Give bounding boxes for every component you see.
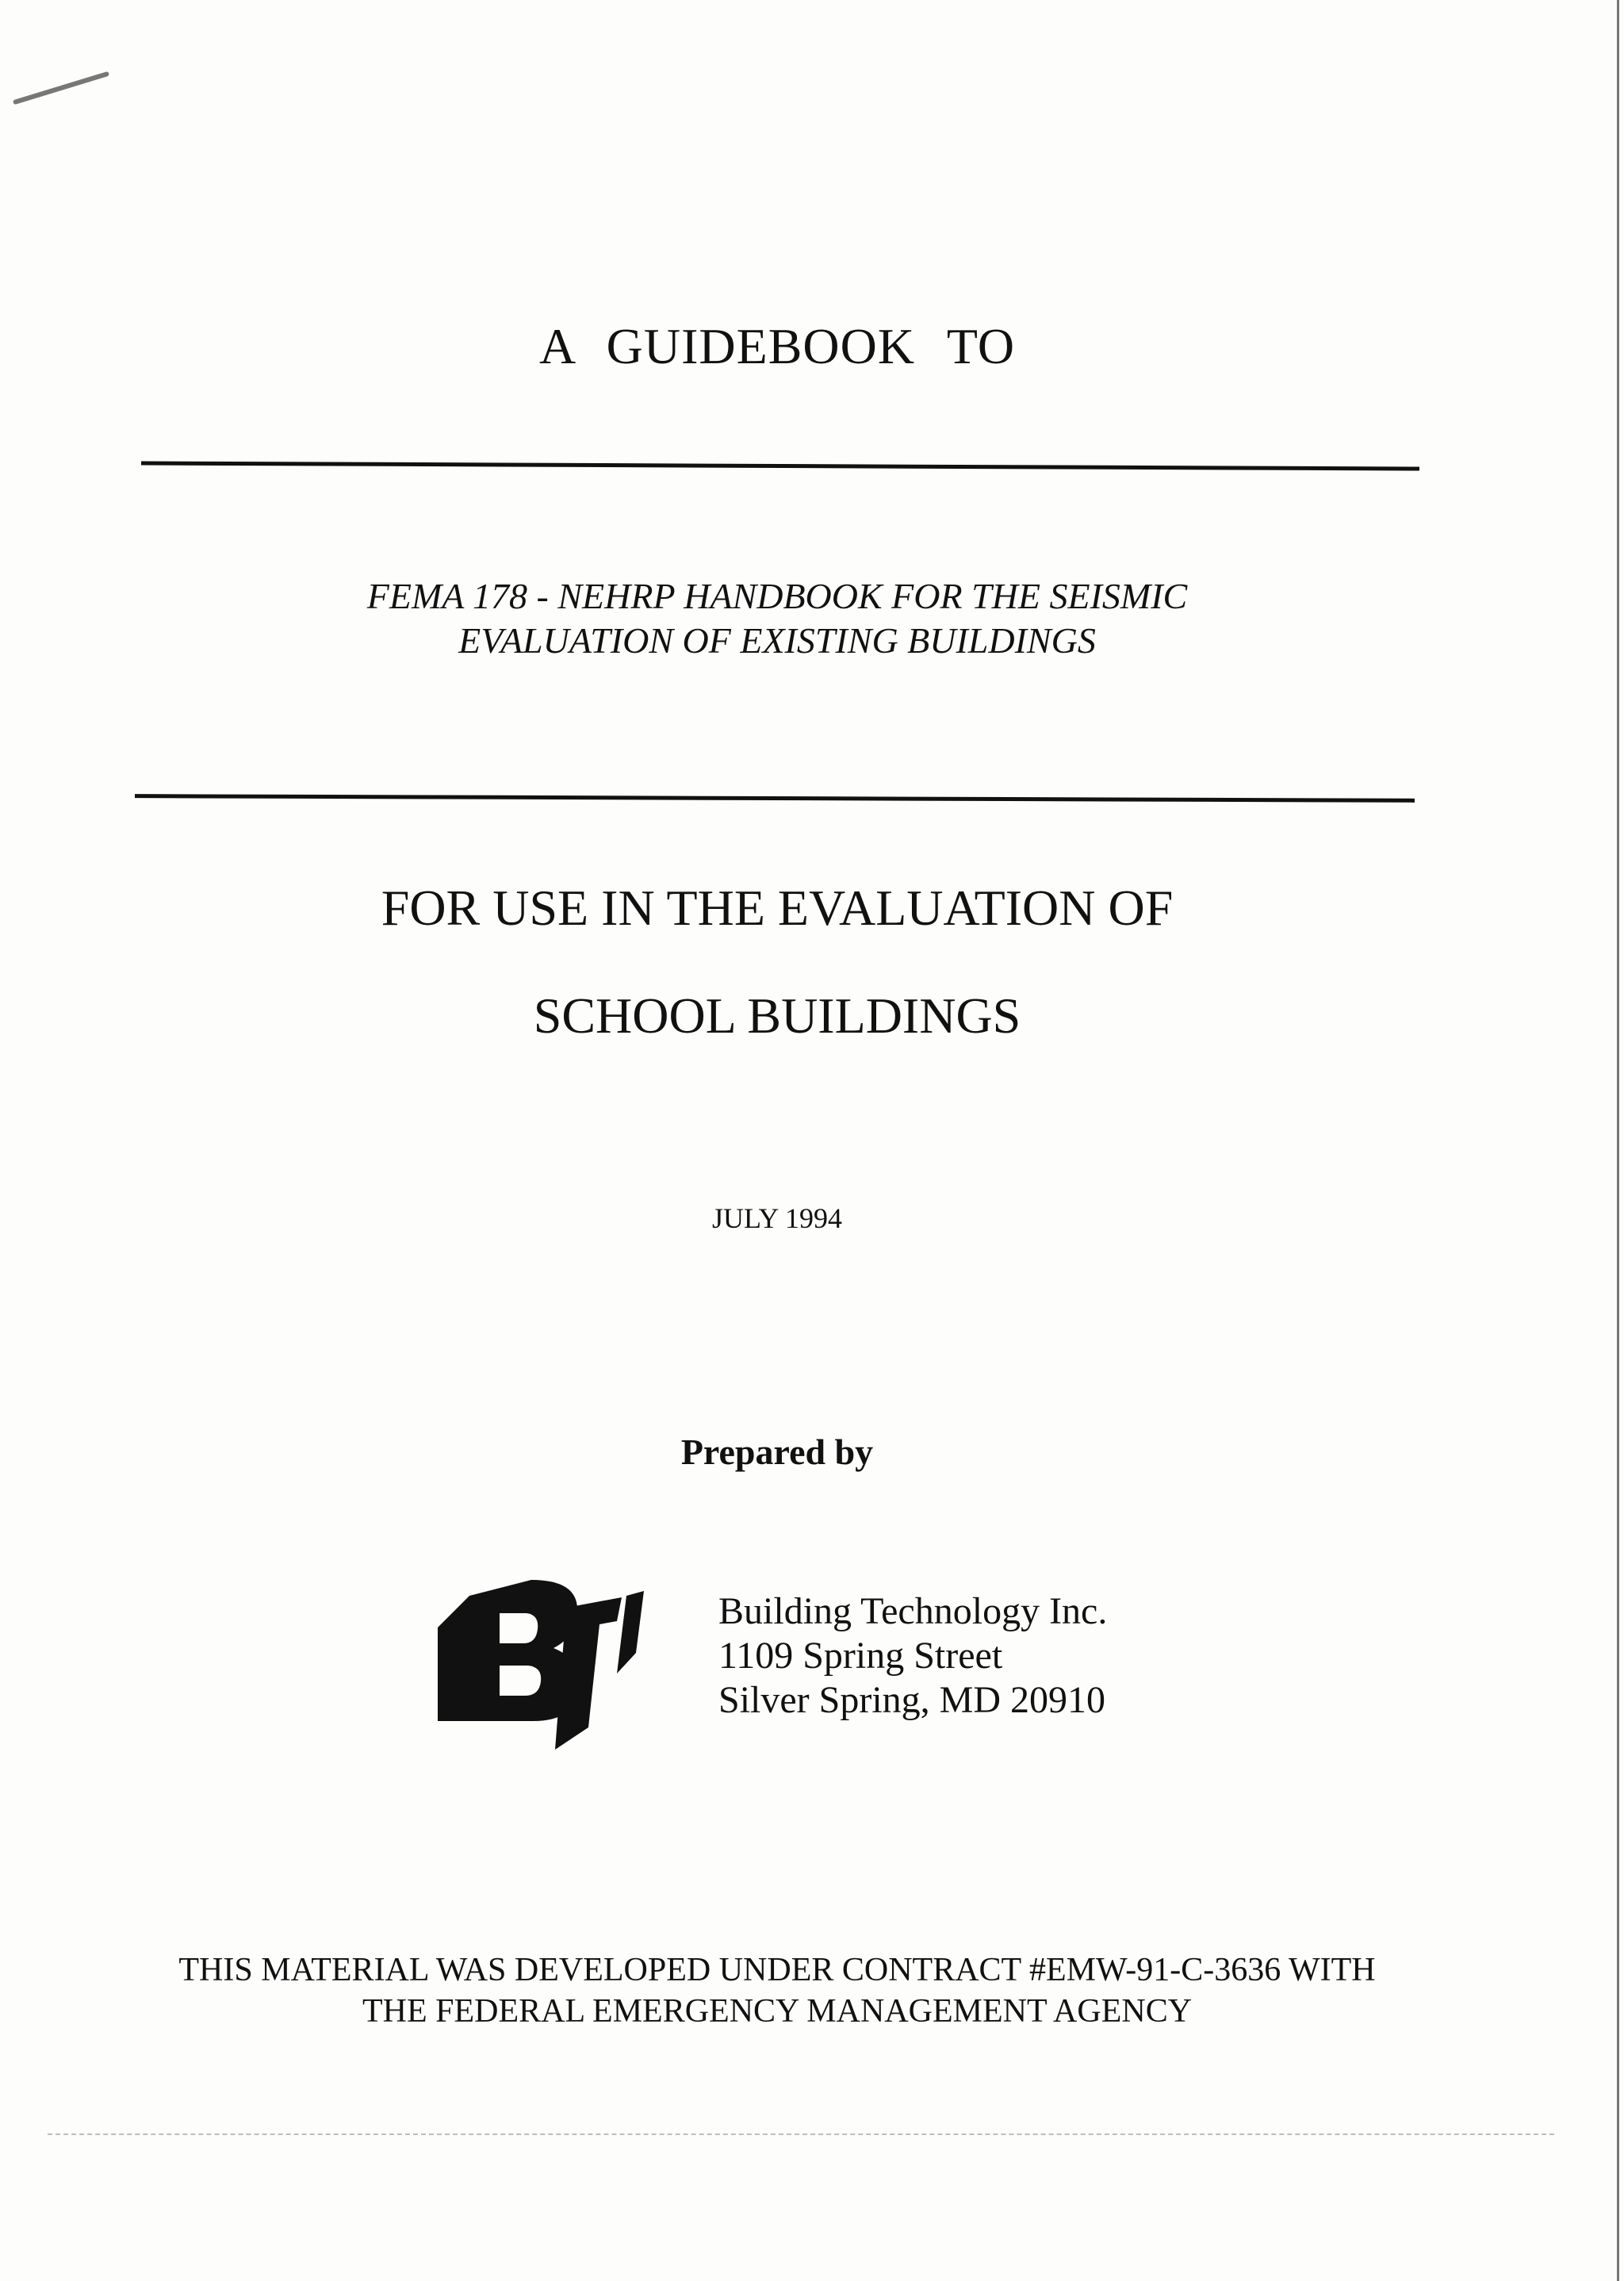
divider-bottom: [135, 794, 1415, 803]
organization-city: Silver Spring, MD 20910: [718, 1679, 1106, 1721]
page-edge: [1617, 0, 1619, 2281]
pencil-mark: [13, 71, 109, 105]
purpose-line-2: SCHOOL BUILDINGS: [533, 987, 1021, 1044]
divider-top: [141, 461, 1419, 470]
page-title: A GUIDEBOOK TO: [538, 318, 1016, 374]
contract-notice-line-2: THE FEDERAL EMERGENCY MANAGEMENT AGENCY: [362, 1993, 1193, 2030]
contract-notice-line-1: THIS MATERIAL WAS DEVELOPED UNDER CONTRACT #EMW-91-C-3636 WITH: [178, 1952, 1376, 1988]
organization-street: 1109 Spring Street: [718, 1635, 1003, 1677]
publication-date: JULY 1994: [711, 1202, 843, 1234]
subtitle-line-2: EVALUATION OF EXISTING BUILDINGS: [458, 620, 1096, 661]
organization-name: Building Technology Inc.: [718, 1590, 1108, 1632]
prepared-by-label: Prepared by: [680, 1432, 874, 1472]
contract-notice: [0, 1949, 1554, 2032]
purpose-line-1: FOR USE IN THE EVALUATION OF: [381, 880, 1174, 936]
subtitle-line-1: FEMA 178 - NEHRP HANDBOOK FOR THE SEISMIC: [366, 576, 1188, 616]
bti-logo-icon: [438, 1580, 644, 1750]
subtitle: [0, 574, 1554, 663]
organization-address: [718, 1589, 1107, 1723]
scan-artifact-line: [48, 2133, 1554, 2135]
